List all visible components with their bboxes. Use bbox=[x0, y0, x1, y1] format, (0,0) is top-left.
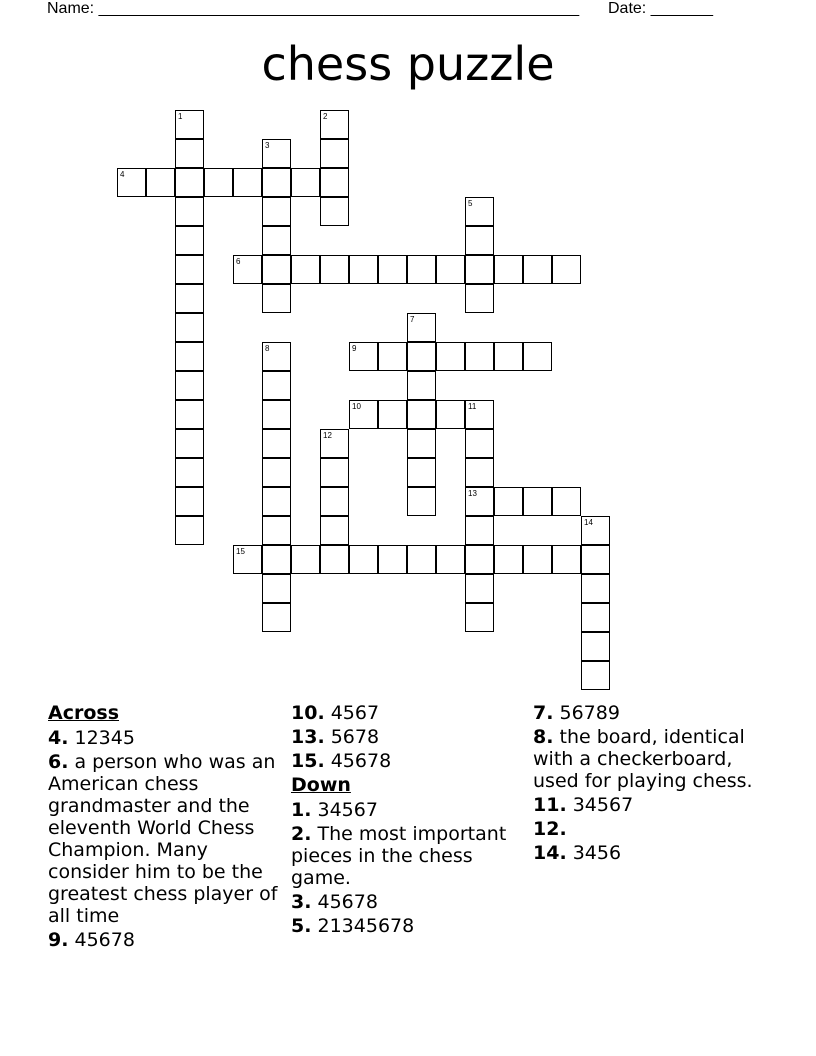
grid-cell[interactable] bbox=[233, 168, 262, 197]
grid-cell[interactable] bbox=[407, 313, 436, 342]
grid-cell[interactable] bbox=[262, 574, 291, 603]
grid-cell[interactable] bbox=[407, 255, 436, 284]
grid-cell[interactable] bbox=[175, 255, 204, 284]
grid-cell[interactable] bbox=[465, 603, 494, 632]
grid-cell[interactable] bbox=[378, 255, 407, 284]
grid-cell[interactable] bbox=[175, 168, 204, 197]
clue-text: 5678 bbox=[330, 726, 380, 748]
clue-number: 5. bbox=[291, 915, 312, 937]
grid-cell[interactable] bbox=[175, 429, 204, 458]
grid-cell[interactable] bbox=[436, 545, 465, 574]
grid-cell[interactable] bbox=[407, 545, 436, 574]
clue-item bbox=[291, 799, 527, 821]
grid-cell[interactable] bbox=[581, 574, 610, 603]
grid-cell[interactable] bbox=[320, 110, 349, 139]
grid-cell[interactable] bbox=[320, 168, 349, 197]
grid-cell[interactable] bbox=[465, 574, 494, 603]
clue-item bbox=[48, 727, 284, 749]
clue-item bbox=[291, 823, 527, 889]
grid-cell[interactable] bbox=[262, 197, 291, 226]
grid-cell[interactable] bbox=[204, 168, 233, 197]
clue-text: The most important pieces in the chess game. bbox=[291, 823, 507, 889]
clue-text: 3456 bbox=[572, 842, 622, 864]
cell-number: 4 bbox=[120, 170, 125, 179]
grid-cell[interactable] bbox=[146, 168, 175, 197]
grid-cell[interactable] bbox=[262, 168, 291, 197]
grid-cell[interactable] bbox=[262, 487, 291, 516]
clue-text: 34567 bbox=[317, 799, 378, 821]
grid-cell[interactable] bbox=[262, 371, 291, 400]
grid-cell[interactable] bbox=[552, 545, 581, 574]
grid-cell[interactable] bbox=[465, 255, 494, 284]
grid-cell[interactable] bbox=[117, 168, 146, 197]
grid-cell[interactable] bbox=[175, 400, 204, 429]
grid-cell[interactable] bbox=[581, 661, 610, 690]
grid-cell[interactable] bbox=[349, 400, 378, 429]
grid-cell[interactable] bbox=[262, 226, 291, 255]
clue-text: a person who was an American chess grandmaster and the eleventh World Chess Champion. Many consider him to be the greatest chess player of all time bbox=[48, 751, 278, 927]
grid-cell[interactable] bbox=[320, 255, 349, 284]
clue-item bbox=[291, 702, 527, 724]
grid-cell[interactable] bbox=[436, 400, 465, 429]
clue-number: 7. bbox=[533, 702, 554, 724]
clue-item bbox=[48, 751, 284, 927]
clue-text: 4567 bbox=[330, 702, 380, 724]
page-title: chess puzzle bbox=[261, 37, 555, 91]
name-label: Name: bbox=[47, 0, 95, 17]
clue-text: the board, identical with a checkerboard, used for playing chess. bbox=[533, 726, 753, 792]
clue-number: 1. bbox=[291, 799, 312, 821]
grid-cell[interactable] bbox=[465, 487, 494, 516]
grid-cell[interactable] bbox=[523, 255, 552, 284]
grid-cell[interactable] bbox=[233, 545, 262, 574]
clue-number: 10. bbox=[291, 702, 325, 724]
grid-cell[interactable] bbox=[581, 545, 610, 574]
cell-number: 6 bbox=[236, 257, 241, 266]
grid-cell[interactable] bbox=[320, 429, 349, 458]
grid-cell[interactable] bbox=[262, 545, 291, 574]
grid-cell[interactable] bbox=[581, 516, 610, 545]
clue-number: 15. bbox=[291, 750, 325, 772]
grid-cell[interactable] bbox=[378, 342, 407, 371]
cell-number: 15 bbox=[236, 547, 245, 556]
across-clue-list-continued bbox=[291, 702, 527, 772]
grid-cell[interactable] bbox=[233, 255, 262, 284]
grid-cell[interactable] bbox=[407, 458, 436, 487]
cell-number: 9 bbox=[352, 344, 357, 353]
down-heading: Down bbox=[291, 774, 351, 796]
grid-cell[interactable] bbox=[320, 516, 349, 545]
clue-item bbox=[533, 702, 769, 724]
grid-cell[interactable] bbox=[494, 545, 523, 574]
clue-item bbox=[533, 794, 769, 816]
cell-number: 12 bbox=[323, 431, 332, 440]
cell-number: 8 bbox=[265, 344, 270, 353]
grid-cell[interactable] bbox=[378, 545, 407, 574]
grid-cell[interactable] bbox=[407, 371, 436, 400]
grid-cell[interactable] bbox=[523, 342, 552, 371]
grid-cell[interactable] bbox=[262, 516, 291, 545]
name-blank[interactable]: ______________________________________________________ bbox=[98, 0, 580, 17]
crossword-grid bbox=[117, 110, 612, 692]
clue-number: 13. bbox=[291, 726, 325, 748]
cell-number: 10 bbox=[352, 402, 361, 411]
grid-cell[interactable] bbox=[291, 545, 320, 574]
grid-cell[interactable] bbox=[175, 284, 204, 313]
grid-cell[interactable] bbox=[552, 487, 581, 516]
grid-cell[interactable] bbox=[291, 255, 320, 284]
grid-cell[interactable] bbox=[552, 255, 581, 284]
header-line bbox=[47, 0, 713, 18]
grid-cell[interactable] bbox=[175, 197, 204, 226]
grid-cell[interactable] bbox=[407, 342, 436, 371]
grid-cell[interactable] bbox=[320, 197, 349, 226]
grid-cell[interactable] bbox=[262, 400, 291, 429]
grid-cell[interactable] bbox=[175, 139, 204, 168]
grid-cell[interactable] bbox=[494, 487, 523, 516]
clue-number: 11. bbox=[533, 794, 567, 816]
clue-number: 3. bbox=[291, 891, 312, 913]
grid-cell[interactable] bbox=[465, 284, 494, 313]
clue-number: 14. bbox=[533, 842, 567, 864]
grid-cell[interactable] bbox=[465, 197, 494, 226]
grid-cell[interactable] bbox=[494, 342, 523, 371]
cell-number: 3 bbox=[265, 141, 270, 150]
clue-number: 9. bbox=[48, 929, 69, 951]
grid-cell[interactable] bbox=[175, 516, 204, 545]
grid-cell[interactable] bbox=[320, 545, 349, 574]
grid-cell[interactable] bbox=[465, 429, 494, 458]
across-clue-list bbox=[48, 727, 284, 951]
clue-number: 2. bbox=[291, 823, 312, 845]
clues-column-2 bbox=[291, 702, 527, 939]
grid-cell[interactable] bbox=[320, 458, 349, 487]
cell-number: 5 bbox=[468, 199, 473, 208]
grid-cell[interactable] bbox=[175, 313, 204, 342]
cell-number: 2 bbox=[323, 112, 328, 121]
grid-cell[interactable] bbox=[523, 487, 552, 516]
cell-number: 1 bbox=[178, 112, 183, 121]
grid-cell[interactable] bbox=[436, 342, 465, 371]
grid-cell[interactable] bbox=[407, 429, 436, 458]
grid-cell[interactable] bbox=[175, 342, 204, 371]
clue-number: 12. bbox=[533, 818, 567, 840]
grid-cell[interactable] bbox=[320, 139, 349, 168]
grid-cell[interactable] bbox=[175, 458, 204, 487]
clue-text: 56789 bbox=[559, 702, 620, 724]
clues-column-1 bbox=[48, 702, 284, 953]
grid-cell[interactable] bbox=[465, 516, 494, 545]
grid-cell[interactable] bbox=[465, 342, 494, 371]
clue-number: 6. bbox=[48, 751, 69, 773]
grid-cell[interactable] bbox=[407, 400, 436, 429]
clue-number: 4. bbox=[48, 727, 69, 749]
clue-text: 12345 bbox=[74, 727, 135, 749]
clue-item bbox=[533, 818, 769, 840]
grid-cell[interactable] bbox=[262, 139, 291, 168]
grid-cell[interactable] bbox=[349, 342, 378, 371]
date-label: Date: bbox=[608, 0, 647, 17]
down-clue-list bbox=[291, 799, 527, 937]
grid-cell[interactable] bbox=[465, 400, 494, 429]
grid-cell[interactable] bbox=[465, 458, 494, 487]
grid-cell[interactable] bbox=[262, 255, 291, 284]
grid-cell[interactable] bbox=[175, 110, 204, 139]
clue-number: 8. bbox=[533, 726, 554, 748]
cell-number: 11 bbox=[468, 402, 477, 411]
grid-cell[interactable] bbox=[175, 371, 204, 400]
grid-cell[interactable] bbox=[523, 545, 552, 574]
grid-cell[interactable] bbox=[494, 255, 523, 284]
clue-text: 45678 bbox=[330, 750, 392, 772]
clue-text: 34567 bbox=[572, 794, 634, 816]
grid-cell[interactable] bbox=[291, 168, 320, 197]
grid-cell[interactable] bbox=[320, 487, 349, 516]
cell-number: 14 bbox=[584, 518, 593, 527]
down-clue-list-continued bbox=[533, 702, 769, 864]
grid-cell[interactable] bbox=[436, 255, 465, 284]
grid-cell[interactable] bbox=[175, 487, 204, 516]
grid-cell[interactable] bbox=[465, 226, 494, 255]
clue-item bbox=[291, 891, 527, 913]
clues-column-3 bbox=[533, 702, 769, 866]
grid-cell[interactable] bbox=[175, 226, 204, 255]
clue-item bbox=[291, 726, 527, 748]
grid-cell[interactable] bbox=[465, 545, 494, 574]
clue-item bbox=[533, 842, 769, 864]
clue-item bbox=[533, 726, 769, 792]
grid-cell[interactable] bbox=[349, 545, 378, 574]
cell-number: 13 bbox=[468, 489, 477, 498]
clue-text: 45678 bbox=[74, 929, 135, 951]
grid-cell[interactable] bbox=[262, 429, 291, 458]
grid-cell[interactable] bbox=[378, 400, 407, 429]
grid-cell[interactable] bbox=[262, 603, 291, 632]
grid-cell[interactable] bbox=[581, 603, 610, 632]
clue-text: 45678 bbox=[317, 891, 378, 913]
across-heading: Across bbox=[48, 702, 120, 724]
clue-item bbox=[291, 915, 527, 937]
grid-cell[interactable] bbox=[262, 284, 291, 313]
cell-number: 7 bbox=[410, 315, 415, 324]
grid-cell[interactable] bbox=[262, 458, 291, 487]
grid-cell[interactable] bbox=[262, 342, 291, 371]
grid-cell[interactable] bbox=[581, 632, 610, 661]
clue-text: 21345678 bbox=[317, 915, 415, 937]
clue-item bbox=[48, 929, 284, 951]
clue-item bbox=[291, 750, 527, 772]
date-blank[interactable]: _______ bbox=[650, 0, 713, 17]
grid-cell[interactable] bbox=[349, 255, 378, 284]
grid-cell[interactable] bbox=[407, 487, 436, 516]
